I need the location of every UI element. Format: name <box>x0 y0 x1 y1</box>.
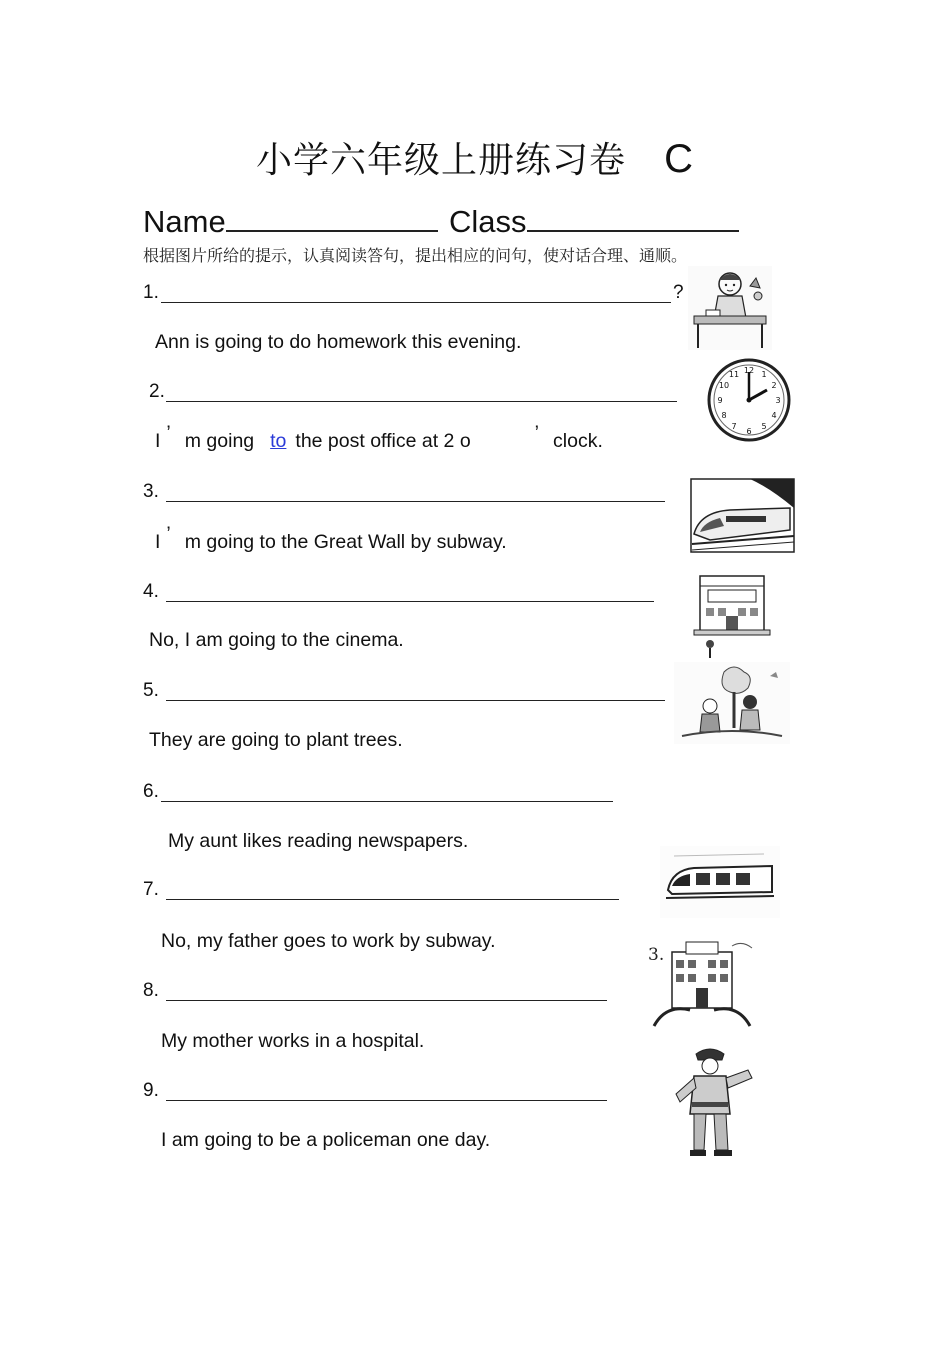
svg-text:6: 6 <box>746 427 752 436</box>
answer-sentence-2 <box>155 422 603 453</box>
answer-line-4[interactable] <box>166 601 654 602</box>
clock-icon <box>704 358 796 444</box>
page-title <box>0 132 950 183</box>
question-number-4: 4. <box>143 581 159 602</box>
svg-text:9: 9 <box>717 396 723 405</box>
question-mark-1: ? <box>673 282 684 303</box>
answer-sentence-5: They are going to plant trees. <box>149 729 403 751</box>
answer-line-7[interactable] <box>166 899 619 900</box>
answer-2-part-e: the post office at 2 o <box>295 430 471 452</box>
svg-text:3: 3 <box>775 396 781 405</box>
svg-text:5: 5 <box>761 422 767 431</box>
class-blank[interactable] <box>527 204 739 232</box>
subway-icon <box>660 846 780 918</box>
policeman-icon <box>664 1044 756 1158</box>
class-label: Class <box>449 204 527 239</box>
hospital-icon <box>646 938 758 1032</box>
answer-line-6[interactable] <box>161 801 613 802</box>
answer-sentence-9: I am going to be a policeman one day. <box>161 1129 491 1151</box>
answer-2-part-c: m going <box>184 430 255 452</box>
answer-line-5[interactable] <box>166 700 665 701</box>
answer-sentence-8: My mother works in a hospital. <box>161 1030 425 1052</box>
answer-sentence-3 <box>155 523 507 554</box>
instruction-text: 根据图片所给的提示，认真阅读答句，提出相应的问句，使对话合理、通顺。 <box>143 246 688 265</box>
answer-sentence-7: No, my father goes to work by subway. <box>161 930 496 952</box>
svg-text:7: 7 <box>731 422 737 431</box>
answer-line-3[interactable] <box>166 501 665 502</box>
cinema-icon <box>690 572 778 660</box>
planting-trees-icon <box>674 662 790 744</box>
answer-sentence-4: No, I am going to the cinema. <box>149 629 404 651</box>
answer-2-part-a: I <box>155 430 161 452</box>
girl-doing-homework-icon <box>688 266 772 350</box>
answer-3-part-c: m going to the Great Wall by subway. <box>184 531 507 553</box>
title-letter: C <box>664 137 694 181</box>
answer-sentence-1: Ann is going to do homework this evening. <box>155 331 522 353</box>
apostrophe-3: ’ <box>166 523 171 545</box>
answer-line-2[interactable] <box>166 401 677 402</box>
svg-text:8: 8 <box>721 411 727 420</box>
svg-text:2: 2 <box>771 381 777 390</box>
answer-2-to-link[interactable]: to <box>270 430 287 452</box>
question-number-7: 7. <box>143 879 159 900</box>
apostrophe-2b: ’ <box>534 422 540 444</box>
answer-3-part-a: I <box>155 531 161 553</box>
answer-line-1[interactable] <box>161 302 671 303</box>
name-blank[interactable] <box>226 204 438 232</box>
class-field[interactable] <box>449 204 739 240</box>
title-text: 小学六年级上册练习卷 <box>256 140 627 181</box>
answer-2-part-g: clock. <box>553 430 603 452</box>
answer-sentence-6: My aunt likes reading newspapers. <box>168 830 469 852</box>
hospital-picture-label: 3. <box>648 945 665 965</box>
svg-text:12: 12 <box>743 366 755 375</box>
svg-text:10: 10 <box>718 381 730 390</box>
question-number-5: 5. <box>143 680 159 701</box>
svg-text:11: 11 <box>728 370 740 379</box>
apostrophe-2a: ’ <box>166 422 171 444</box>
svg-text:1: 1 <box>761 370 767 379</box>
question-number-6: 6. <box>143 781 159 802</box>
answer-line-8[interactable] <box>166 1000 607 1001</box>
name-label: Name <box>143 204 226 239</box>
name-field[interactable] <box>143 204 438 240</box>
question-number-9: 9. <box>143 1080 159 1101</box>
question-number-1: 1. <box>143 282 159 303</box>
answer-line-9[interactable] <box>166 1100 607 1101</box>
question-number-3: 3. <box>143 481 159 502</box>
question-number-8: 8. <box>143 980 159 1001</box>
train-icon <box>690 478 795 553</box>
question-number-2: 2. <box>149 381 165 402</box>
svg-text:4: 4 <box>771 411 777 420</box>
